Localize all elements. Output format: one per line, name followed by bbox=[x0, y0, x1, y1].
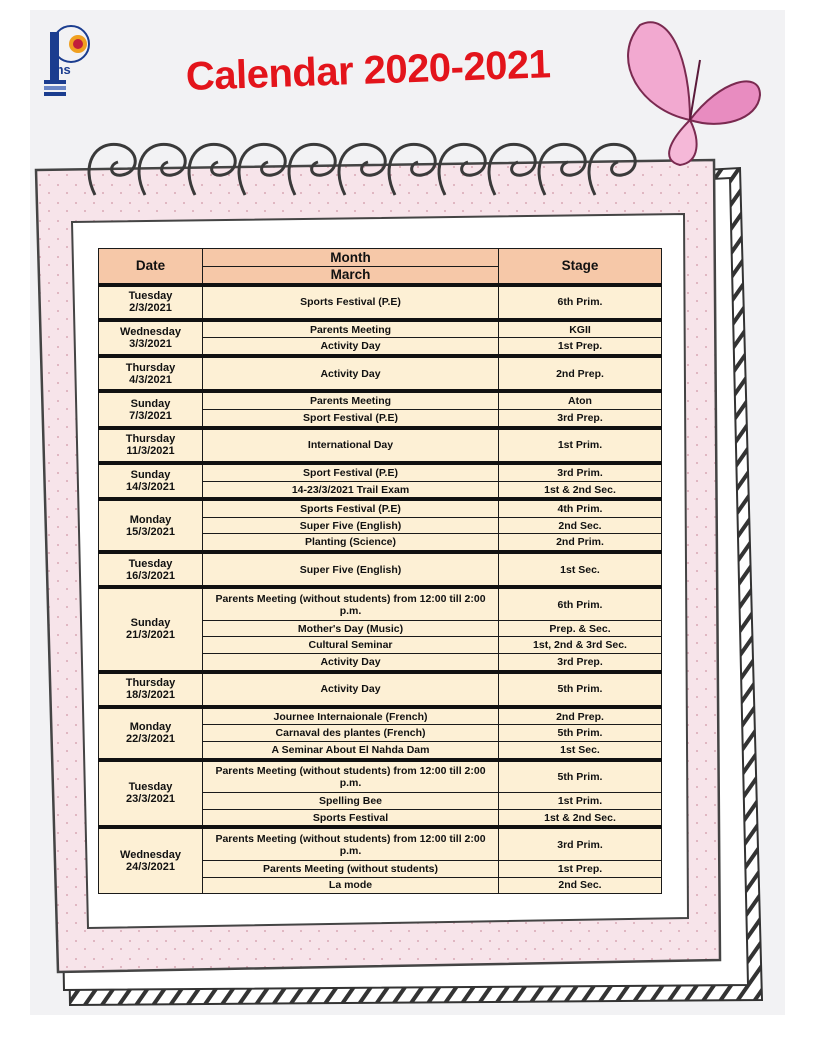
date-group bbox=[99, 428, 662, 463]
weekday-label: Wednesday bbox=[120, 849, 181, 862]
weekday-label: Monday bbox=[129, 721, 172, 734]
event-cell: Sport Festival (P.E) bbox=[203, 410, 499, 428]
stage-cell: 3rd Prep. bbox=[499, 653, 662, 671]
date-group bbox=[99, 285, 662, 320]
date-group bbox=[99, 760, 662, 828]
header-date: Date bbox=[99, 249, 203, 285]
weekday-label: Tuesday bbox=[128, 557, 173, 570]
table-row bbox=[99, 463, 662, 481]
date-label: 11/3/2021 bbox=[126, 445, 175, 458]
table-row bbox=[99, 320, 662, 338]
weekday-label: Sunday bbox=[130, 469, 171, 482]
stage-cell: Prep. & Sec. bbox=[499, 621, 662, 637]
stage-cell: 3rd Prim. bbox=[499, 463, 662, 481]
weekday-label: Thursday bbox=[125, 433, 176, 446]
event-cell: Activity Day bbox=[203, 653, 499, 671]
weekday-label: Thursday bbox=[125, 677, 176, 690]
weekday-label: Wednesday bbox=[120, 325, 181, 338]
date-cell bbox=[99, 463, 203, 499]
event-cell: Activity Day bbox=[203, 672, 499, 707]
date-label: 18/3/2021 bbox=[126, 689, 175, 702]
event-cell: 14-23/3/2021 Trail Exam bbox=[203, 481, 499, 499]
stage-cell: 3rd Prim. bbox=[499, 827, 662, 860]
table-row bbox=[99, 672, 662, 707]
stage-cell: 1st Sec. bbox=[499, 552, 662, 587]
school-logo bbox=[38, 22, 104, 108]
date-label: 21/3/2021 bbox=[126, 629, 175, 642]
header-stage: Stage bbox=[499, 249, 662, 285]
header-month: Month bbox=[203, 249, 499, 267]
date-cell bbox=[99, 827, 203, 893]
stage-cell: 2nd Sec. bbox=[499, 518, 662, 534]
event-cell: Sports Festival bbox=[203, 809, 499, 827]
date-cell bbox=[99, 552, 203, 587]
stage-cell: 2nd Prep. bbox=[499, 707, 662, 725]
date-cell bbox=[99, 320, 203, 356]
event-cell: Sports Festival (P.E) bbox=[203, 285, 499, 320]
header-month-value: March bbox=[203, 267, 499, 285]
table-row bbox=[99, 356, 662, 391]
stage-cell: Aton bbox=[499, 391, 662, 409]
event-cell: Parents Meeting (without students) from 12:00 till 2:00 p.m. bbox=[203, 827, 499, 860]
date-group bbox=[99, 672, 662, 707]
date-group bbox=[99, 499, 662, 552]
date-group bbox=[99, 552, 662, 587]
table-row bbox=[99, 285, 662, 320]
weekday-label: Sunday bbox=[130, 397, 171, 410]
date-label: 24/3/2021 bbox=[126, 861, 175, 874]
stage-cell: 2nd Prep. bbox=[499, 356, 662, 391]
stage-cell: 1st Prim. bbox=[499, 428, 662, 463]
logo-text: ms bbox=[52, 62, 71, 77]
date-group bbox=[99, 587, 662, 671]
stage-cell: 1st Prim. bbox=[499, 793, 662, 809]
date-cell bbox=[99, 499, 203, 552]
date-cell bbox=[99, 707, 203, 760]
event-cell: Planting (Science) bbox=[203, 534, 499, 552]
stage-cell: 5th Prim. bbox=[499, 725, 662, 741]
event-cell: Mother's Day (Music) bbox=[203, 621, 499, 637]
table-row bbox=[99, 552, 662, 587]
date-group bbox=[99, 707, 662, 760]
table-row bbox=[99, 760, 662, 793]
event-cell: Cultural Seminar bbox=[203, 637, 499, 653]
date-label: 23/3/2021 bbox=[126, 793, 175, 806]
weekday-label: Tuesday bbox=[128, 781, 173, 794]
date-group bbox=[99, 827, 662, 893]
table-row bbox=[99, 428, 662, 463]
calendar-table-container bbox=[95, 245, 665, 897]
page-title: Calendar 2020-2021 bbox=[185, 42, 552, 99]
calendar-table bbox=[98, 248, 662, 894]
date-group bbox=[99, 463, 662, 499]
stage-cell: 1st & 2nd Sec. bbox=[499, 809, 662, 827]
table-row bbox=[99, 827, 662, 860]
event-cell: A Seminar About El Nahda Dam bbox=[203, 741, 499, 759]
event-cell: Super Five (English) bbox=[203, 518, 499, 534]
event-cell: Carnaval des plantes (French) bbox=[203, 725, 499, 741]
event-cell: Sport Festival (P.E) bbox=[203, 463, 499, 481]
date-group bbox=[99, 320, 662, 356]
table-row bbox=[99, 587, 662, 620]
stage-cell: 1st Sec. bbox=[499, 741, 662, 759]
date-label: 22/3/2021 bbox=[126, 733, 175, 746]
stage-cell: 1st Prep. bbox=[499, 861, 662, 877]
date-label: 2/3/2021 bbox=[129, 302, 172, 315]
date-label: 16/3/2021 bbox=[126, 569, 175, 582]
date-label: 3/3/2021 bbox=[129, 337, 172, 350]
stage-cell: 1st Prep. bbox=[499, 338, 662, 356]
stage-cell: 2nd Prim. bbox=[499, 534, 662, 552]
date-group bbox=[99, 356, 662, 391]
date-label: 4/3/2021 bbox=[129, 373, 172, 386]
stage-cell: KGII bbox=[499, 320, 662, 338]
event-cell: La mode bbox=[203, 877, 499, 893]
date-label: 14/3/2021 bbox=[126, 481, 175, 494]
event-cell: Parents Meeting (without students) from 12:00 till 2:00 p.m. bbox=[203, 587, 499, 620]
date-cell bbox=[99, 285, 203, 320]
event-cell: Parents Meeting bbox=[203, 391, 499, 409]
event-cell: Parents Meeting (without students) from 12:00 till 2:00 p.m. bbox=[203, 760, 499, 793]
weekday-label: Tuesday bbox=[128, 290, 173, 303]
stage-cell: 5th Prim. bbox=[499, 760, 662, 793]
stage-cell: 5th Prim. bbox=[499, 672, 662, 707]
date-label: 15/3/2021 bbox=[126, 525, 175, 538]
event-cell: Parents Meeting bbox=[203, 320, 499, 338]
weekday-label: Monday bbox=[129, 513, 172, 526]
date-cell bbox=[99, 760, 203, 828]
stage-cell: 4th Prim. bbox=[499, 499, 662, 517]
weekday-label: Thursday bbox=[125, 361, 176, 374]
date-cell bbox=[99, 428, 203, 463]
table-row bbox=[99, 707, 662, 725]
date-label: 7/3/2021 bbox=[129, 409, 172, 422]
date-cell bbox=[99, 356, 203, 391]
event-cell: International Day bbox=[203, 428, 499, 463]
date-cell bbox=[99, 587, 203, 671]
stage-cell: 6th Prim. bbox=[499, 285, 662, 320]
stage-cell: 1st & 2nd Sec. bbox=[499, 481, 662, 499]
event-cell: Activity Day bbox=[203, 338, 499, 356]
stage-cell: 1st, 2nd & 3rd Sec. bbox=[499, 637, 662, 653]
stage-cell: 6th Prim. bbox=[499, 587, 662, 620]
event-cell: Parents Meeting (without students) bbox=[203, 861, 499, 877]
event-cell: Super Five (English) bbox=[203, 552, 499, 587]
stage-cell: 2nd Sec. bbox=[499, 877, 662, 893]
weekday-label: Sunday bbox=[130, 617, 171, 630]
stage-cell: 3rd Prep. bbox=[499, 410, 662, 428]
event-cell: Activity Day bbox=[203, 356, 499, 391]
event-cell: Spelling Bee bbox=[203, 793, 499, 809]
date-cell bbox=[99, 672, 203, 707]
date-group bbox=[99, 391, 662, 427]
table-row bbox=[99, 391, 662, 409]
table-row bbox=[99, 499, 662, 517]
event-cell: Sports Festival (P.E) bbox=[203, 499, 499, 517]
event-cell: Journee Internaionale (French) bbox=[203, 707, 499, 725]
date-cell bbox=[99, 391, 203, 427]
butterfly-illustration bbox=[628, 22, 760, 165]
